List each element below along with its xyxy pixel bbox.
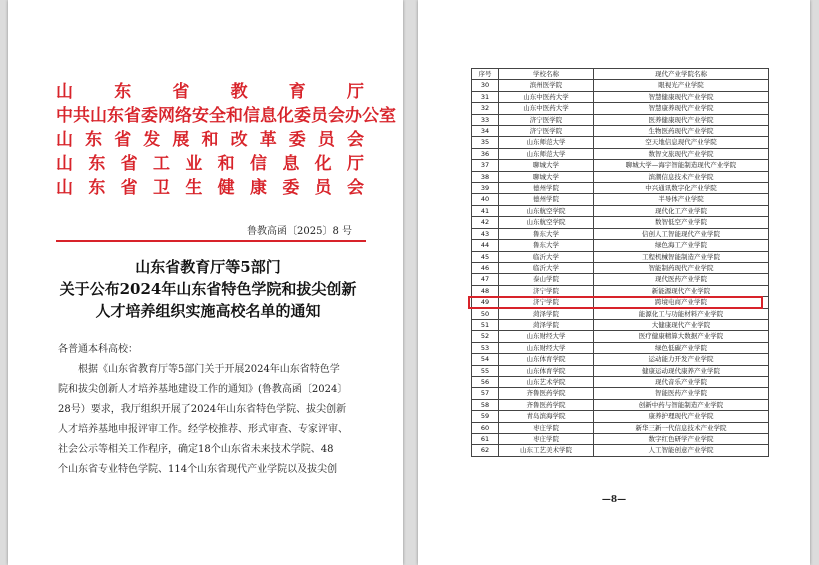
paragraph-line: 院和拔尖创新人才培养基地建设工作的通知》(鲁教高函〔2024〕 bbox=[58, 384, 348, 395]
cell-college-name: 数智文旅现代产业学院 bbox=[594, 148, 769, 159]
table-row bbox=[472, 388, 769, 399]
red-divider-line bbox=[56, 240, 366, 242]
table-row bbox=[472, 365, 769, 376]
table-row bbox=[472, 411, 769, 422]
table-row bbox=[472, 148, 769, 159]
table-row bbox=[472, 274, 769, 285]
cell-college-name: 大健康现代产业学院 bbox=[594, 319, 769, 330]
cell-school-name: 山东航空学院 bbox=[499, 217, 594, 228]
cell-serial-number: 39 bbox=[472, 183, 499, 194]
cell-college-name: 新能源现代产业学院 bbox=[594, 285, 769, 296]
table-row bbox=[472, 103, 769, 114]
table-row bbox=[472, 80, 769, 91]
cell-school-name: 山东师范大学 bbox=[499, 137, 594, 148]
cell-school-name: 山东财经大学 bbox=[499, 331, 594, 342]
cell-college-name: 数字红色研学产业学院 bbox=[594, 434, 769, 445]
document-number: 鲁教高函〔2025〕8 号 bbox=[247, 226, 352, 237]
cell-serial-number: 41 bbox=[472, 205, 499, 216]
cell-college-name: 生物医药现代产业学院 bbox=[594, 126, 769, 137]
paragraph-line: 根据《山东省教育厅等5部门关于开展2024年山东省特色学 bbox=[78, 364, 340, 375]
cell-school-name: 临沂大学 bbox=[499, 251, 594, 262]
cell-school-name: 聊城大学 bbox=[499, 171, 594, 182]
cell-school-name: 山东工艺美术学院 bbox=[499, 445, 594, 456]
table-row bbox=[472, 171, 769, 182]
cell-serial-number: 30 bbox=[472, 80, 499, 91]
cell-serial-number: 40 bbox=[472, 194, 499, 205]
cell-college-name: 中兴通讯数字化产业学院 bbox=[594, 183, 769, 194]
cell-college-name: 信创人工智能现代产业学院 bbox=[594, 228, 769, 239]
cell-school-name: 青岛滨海学院 bbox=[499, 411, 594, 422]
table-header-row bbox=[472, 69, 769, 80]
cell-college-name: 半导体产业学院 bbox=[594, 194, 769, 205]
document-title-line-2: 关于公布2024年山东省特色学院和拔尖创新 bbox=[59, 280, 357, 298]
table-row bbox=[472, 91, 769, 102]
cell-school-name: 临沂大学 bbox=[499, 262, 594, 273]
cell-college-name: 智慧健康现代产业学院 bbox=[594, 91, 769, 102]
cell-college-name: 现代音乐产业学院 bbox=[594, 376, 769, 387]
cell-serial-number: 42 bbox=[472, 217, 499, 228]
cell-college-name: 眼视光产业学院 bbox=[594, 80, 769, 91]
table-row bbox=[472, 331, 769, 342]
industry-college-table-wrapper bbox=[471, 68, 765, 457]
cell-serial-number: 58 bbox=[472, 399, 499, 410]
cell-school-name: 枣庄学院 bbox=[499, 434, 594, 445]
cell-school-name: 山东艺术学院 bbox=[499, 376, 594, 387]
document-title-line-1: 山东省教育厅等5部门 bbox=[135, 258, 281, 276]
table-row bbox=[472, 354, 769, 365]
table-row bbox=[472, 217, 769, 228]
cell-college-name: 医疗健康精算大数据产业学院 bbox=[594, 331, 769, 342]
cell-college-name: 工程机械智能制造产业学院 bbox=[594, 251, 769, 262]
cell-school-name: 山东航空学院 bbox=[499, 205, 594, 216]
cell-school-name: 山东财经大学 bbox=[499, 342, 594, 353]
cell-serial-number: 60 bbox=[472, 422, 499, 433]
cell-college-name: 创新中药与智能制造产业学院 bbox=[594, 399, 769, 410]
table-row bbox=[472, 114, 769, 125]
cell-serial-number: 49 bbox=[472, 297, 499, 308]
cell-serial-number: 48 bbox=[472, 285, 499, 296]
cell-serial-number: 31 bbox=[472, 91, 499, 102]
cell-school-name: 菏泽学院 bbox=[499, 308, 594, 319]
cell-college-name: 康养护理现代产业学院 bbox=[594, 411, 769, 422]
cell-serial-number: 44 bbox=[472, 240, 499, 251]
table-row bbox=[472, 205, 769, 216]
cell-school-name: 德州学院 bbox=[499, 183, 594, 194]
cell-school-name: 山东中医药大学 bbox=[499, 91, 594, 102]
cell-serial-number: 34 bbox=[472, 126, 499, 137]
issuer-line-industry-dept: 山 东 省 工 业 和 信 息 化 厅 bbox=[56, 154, 364, 174]
cell-school-name: 济宁医学院 bbox=[499, 126, 594, 137]
table-row bbox=[472, 183, 769, 194]
cell-school-name: 济宁医学院 bbox=[499, 114, 594, 125]
cell-serial-number: 53 bbox=[472, 342, 499, 353]
cell-serial-number: 62 bbox=[472, 445, 499, 456]
cell-serial-number: 45 bbox=[472, 251, 499, 262]
cell-serial-number: 56 bbox=[472, 376, 499, 387]
cell-school-name: 聊城大学 bbox=[499, 160, 594, 171]
cell-school-name: 山东体育学院 bbox=[499, 354, 594, 365]
table-row bbox=[472, 297, 769, 308]
table-row bbox=[472, 126, 769, 137]
cell-college-name: 跨境电商产业学院 bbox=[594, 297, 769, 308]
document-page-right bbox=[418, 0, 810, 565]
cell-serial-number: 36 bbox=[472, 148, 499, 159]
table-row bbox=[472, 160, 769, 171]
header-college-name: 现代产业学院名称 bbox=[594, 69, 769, 80]
table-row bbox=[472, 262, 769, 273]
table-body bbox=[472, 80, 769, 456]
paragraph-line: 人才培养基地申报评审工作。经学校推荐、形式审查、专家评审、 bbox=[58, 424, 348, 435]
cell-school-name: 泰山学院 bbox=[499, 274, 594, 285]
paragraph-line: 28号）要求，我厅组织开展了2024年山东省特色学院、拔尖创新 bbox=[58, 404, 347, 415]
cell-college-name: 现代医药产业学院 bbox=[594, 274, 769, 285]
table-row bbox=[472, 319, 769, 330]
cell-school-name: 齐鲁医药学院 bbox=[499, 399, 594, 410]
cell-school-name: 山东体育学院 bbox=[499, 365, 594, 376]
cell-college-name: 人工智能创意产业学院 bbox=[594, 445, 769, 456]
cell-college-name: 能源化工与功能材料产业学院 bbox=[594, 308, 769, 319]
document-title-line-3: 人才培养组织实施高校名单的通知 bbox=[95, 302, 321, 320]
header-serial-number: 序号 bbox=[472, 69, 499, 80]
cell-school-name: 齐鲁医药学院 bbox=[499, 388, 594, 399]
issuer-line-development-commission: 山 东 省 发 展 和 改 革 委 员 会 bbox=[56, 130, 364, 150]
cell-college-name: 健康运动现代康养产业学院 bbox=[594, 365, 769, 376]
cell-college-name: 智慧康养现代产业学院 bbox=[594, 103, 769, 114]
table-row bbox=[472, 285, 769, 296]
table-row bbox=[472, 228, 769, 239]
table-row bbox=[472, 137, 769, 148]
cell-serial-number: 33 bbox=[472, 114, 499, 125]
cell-serial-number: 54 bbox=[472, 354, 499, 365]
cell-college-name: 现代化工产业学院 bbox=[594, 205, 769, 216]
cell-school-name: 枣庄学院 bbox=[499, 422, 594, 433]
cell-school-name: 滨州医学院 bbox=[499, 80, 594, 91]
table-row bbox=[472, 422, 769, 433]
cell-school-name: 山东师范大学 bbox=[499, 148, 594, 159]
cell-serial-number: 37 bbox=[472, 160, 499, 171]
cell-serial-number: 61 bbox=[472, 434, 499, 445]
cell-school-name: 鲁东大学 bbox=[499, 240, 594, 251]
cell-serial-number: 51 bbox=[472, 319, 499, 330]
header-school-name: 学校名称 bbox=[499, 69, 594, 80]
table-row bbox=[472, 434, 769, 445]
cell-school-name: 济宁学院 bbox=[499, 285, 594, 296]
table-row bbox=[472, 251, 769, 262]
cell-serial-number: 52 bbox=[472, 331, 499, 342]
cell-serial-number: 50 bbox=[472, 308, 499, 319]
paragraph-line: 社会公示等相关工作程序，确定18个山东省未来技术学院、48 bbox=[58, 444, 334, 455]
cell-serial-number: 43 bbox=[472, 228, 499, 239]
cell-school-name: 山东中医药大学 bbox=[499, 103, 594, 114]
table-row bbox=[472, 240, 769, 251]
cell-school-name: 济宁学院 bbox=[499, 297, 594, 308]
cell-school-name: 德州学院 bbox=[499, 194, 594, 205]
table-row bbox=[472, 376, 769, 387]
table-row bbox=[472, 399, 769, 410]
cell-college-name: 智能医药产业学院 bbox=[594, 388, 769, 399]
cell-college-name: 空天地信息现代产业学院 bbox=[594, 137, 769, 148]
cell-college-name: 运动能力开发产业学院 bbox=[594, 354, 769, 365]
industry-college-table bbox=[471, 68, 769, 457]
cell-serial-number: 59 bbox=[472, 411, 499, 422]
cell-college-name: 聊城大学—海宇智能制造现代产业学院 bbox=[594, 160, 769, 171]
salutation: 各普通本科高校： bbox=[58, 344, 138, 355]
table-row bbox=[472, 308, 769, 319]
cell-school-name: 鲁东大学 bbox=[499, 228, 594, 239]
cell-serial-number: 46 bbox=[472, 262, 499, 273]
cell-serial-number: 47 bbox=[472, 274, 499, 285]
cell-college-name: 滨潮信息技术产业学院 bbox=[594, 171, 769, 182]
table-row bbox=[472, 194, 769, 205]
cell-serial-number: 35 bbox=[472, 137, 499, 148]
cell-college-name: 医养健康现代产业学院 bbox=[594, 114, 769, 125]
cell-serial-number: 55 bbox=[472, 365, 499, 376]
cell-serial-number: 38 bbox=[472, 171, 499, 182]
issuer-line-health-commission: 山 东 省 卫 生 健 康 委 员 会 bbox=[56, 178, 364, 198]
cell-serial-number: 32 bbox=[472, 103, 499, 114]
cell-college-name: 智能制药现代产业学院 bbox=[594, 262, 769, 273]
cell-school-name: 菏泽学院 bbox=[499, 319, 594, 330]
issuer-line-education-dept: 山 东 省 教 育 厅 bbox=[56, 82, 364, 102]
cell-college-name: 绿色海工产业学院 bbox=[594, 240, 769, 251]
table-row bbox=[472, 445, 769, 456]
document-page-left bbox=[8, 0, 403, 565]
page-number: —8— bbox=[601, 495, 627, 505]
cell-serial-number: 57 bbox=[472, 388, 499, 399]
table-row bbox=[472, 342, 769, 353]
issuer-line-cyberspace-office: 中共山东省委网络安全和信息化委员会办公室 bbox=[56, 106, 396, 126]
cell-college-name: 绿色低碳产业学院 bbox=[594, 342, 769, 353]
paragraph-line: 个山东省专业特色学院、114个山东省现代产业学院以及拔尖创 bbox=[58, 464, 338, 475]
cell-college-name: 新华三新一代信息技术产业学院 bbox=[594, 422, 769, 433]
cell-college-name: 数智低空产业学院 bbox=[594, 217, 769, 228]
